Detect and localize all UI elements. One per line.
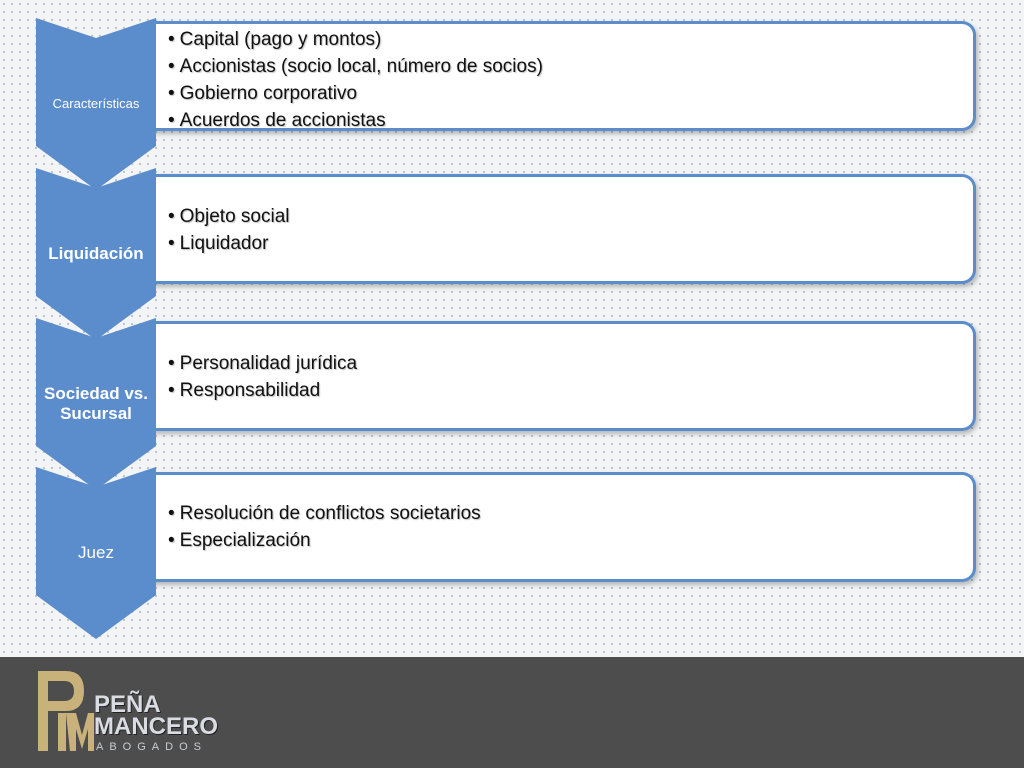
bullet-list <box>168 500 481 554</box>
list-item: • Responsabilidad <box>168 380 321 401</box>
stage-label-line: Sociedad vs. <box>44 384 148 403</box>
list-item: • Capital (pago y montos) <box>168 29 382 50</box>
list-item: • Accionistas (socio local, número de socios) <box>168 56 543 77</box>
stage-label: Características <box>52 96 140 111</box>
bullet-list <box>168 203 290 257</box>
list-item: • Gobierno corporativo <box>168 83 358 104</box>
pm-monogram-icon <box>36 665 96 757</box>
list-item: • Personalidad jurídica <box>168 353 358 374</box>
bullet-box <box>150 321 976 431</box>
stage-label: Liquidación <box>48 244 144 263</box>
footer-bar <box>0 657 1024 768</box>
bullet-box <box>150 174 976 284</box>
company-logo <box>36 665 236 757</box>
logo-text: PEÑA <box>94 691 161 718</box>
list-item: • Especialización <box>168 530 311 551</box>
stage-label: Juez <box>78 543 114 562</box>
list-item: • Resolución de conflictos societarios <box>168 503 481 524</box>
stage-label-line: Sucursal <box>60 404 132 423</box>
logo-text: MANCERO <box>94 713 218 740</box>
logo-text: ABOGADOS <box>96 741 207 753</box>
bullet-list <box>168 26 543 134</box>
list-item: • Objeto social <box>168 206 290 227</box>
bullet-list <box>168 350 357 404</box>
bullet-box <box>150 21 976 131</box>
bullet-box <box>150 472 976 582</box>
stage-label <box>36 384 156 424</box>
list-item: • Liquidador <box>168 233 269 254</box>
list-item: • Acuerdos de accionistas <box>168 110 386 131</box>
